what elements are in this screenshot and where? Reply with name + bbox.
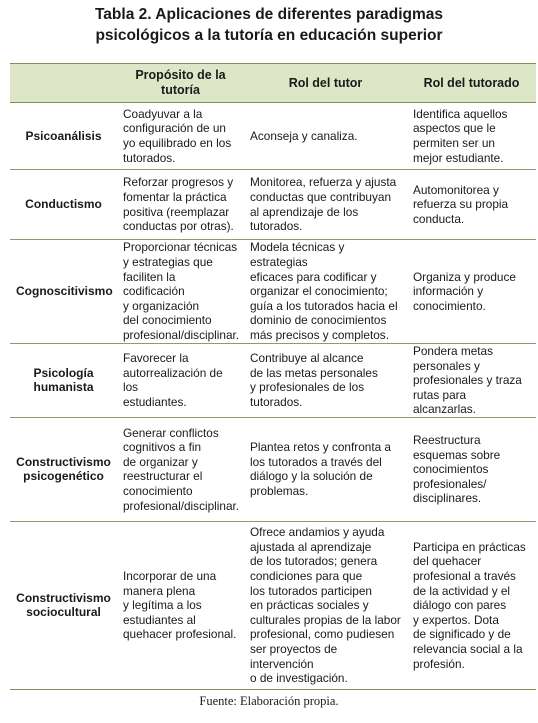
tutor-role-cell: Monitorea, refuerza y ajusta conductas que contribuyan al aprendizaje de los tutorados. xyxy=(250,175,397,234)
tutor-role-cell: Ofrece andamios y ayuda ajustada al aprendizaje de los tutorados; genera condiciones para que los tutorados participen en prácticas sociales y culturales propias de la labor profesional, como pudiesen ser proyectos de intervención o de investigación. xyxy=(250,525,401,686)
table-row xyxy=(10,103,536,170)
header-purpose: Propósito de la tutoría xyxy=(117,64,244,103)
table-row xyxy=(10,344,536,418)
table-row xyxy=(10,521,536,689)
purpose-cell: Coadyuvar a la configuración de un yo equilibrado en los tutorados. xyxy=(123,106,232,165)
tutee-role-cell: Reestructura esquemas sobre conocimientos profesionales/ disciplinares. xyxy=(413,432,501,506)
tutor-role-cell: Aconseja y canaliza. xyxy=(250,128,358,143)
tutee-role-cell: Automonitorea y refuerza su propia conducta. xyxy=(413,182,509,226)
purpose-cell: Favorecer la autorrealización de los estudiantes. xyxy=(123,351,223,410)
table-row xyxy=(10,417,536,521)
paradigm-cell: Constructivismo sociocultural xyxy=(16,590,111,620)
purpose-cell: Proporcionar técnicas y estrategias que faciliten la codificación y organización del conocimiento profesional/disciplinar. xyxy=(123,240,240,342)
table-title-line-1: Tabla 2. Aplicaciones de diferentes paradigmas xyxy=(94,6,443,23)
header-tutor-role: Rol del tutor xyxy=(244,64,407,103)
purpose-cell: Incorporar de una manera plena y legítima a los estudiantes al quehacer profesional. xyxy=(123,568,237,642)
header-paradigm xyxy=(10,64,117,103)
paradigms-table xyxy=(10,64,536,690)
table-title xyxy=(0,4,538,48)
paradigm-cell: Cognoscitivismo xyxy=(16,284,113,299)
table-row xyxy=(10,170,536,240)
paradigm-cell: Psicoanálisis xyxy=(25,128,102,143)
tutee-role-cell: Participa en prácticas del quehacer profesional a través de la actividad y el diálogo con pares y expertos. Dota de significado y de relevancia social a la profesión. xyxy=(413,539,526,671)
source-footnote: Fuente: Elaboración propia. xyxy=(199,694,339,708)
tutee-role-cell: Pondera metas personales y profesionales y traza rutas para alcanzarlas. xyxy=(413,344,522,417)
tutor-role-cell: Modela técnicas y estrategias eficaces para codificar y organizar el conocimiento; guía a los tutorados hacia el dominio de conocimientos más precisos y completos. xyxy=(250,240,398,342)
purpose-cell: Generar conflictos cognitivos a fin de organizar y reestructurar el conocimiento profesional/disciplinar. xyxy=(123,425,240,513)
table-row xyxy=(10,240,536,344)
purpose-cell: Reforzar progresos y fomentar la práctica positiva (reemplazar conductas por otras). xyxy=(123,175,234,234)
paradigm-cell: Psicología humanista xyxy=(33,365,94,395)
paradigm-cell: Constructivismo psicogenético xyxy=(16,454,111,484)
tutor-role-cell: Contribuye al alcance de las metas personales y profesionales de los tutorados. xyxy=(250,351,378,410)
tutor-role-cell: Plantea retos y confronta a los tutorados a través del diálogo y la solución de problemas. xyxy=(250,440,391,499)
table-title-line-2: psicológicos a la tutoría en educación superior xyxy=(95,27,443,44)
paradigm-cell: Conductismo xyxy=(25,197,102,212)
table-header-row xyxy=(10,64,536,103)
header-tutee-role: Rol del tutorado xyxy=(407,64,536,103)
tutee-role-cell: Organiza y produce información y conocimiento. xyxy=(413,269,516,313)
tutee-role-cell: Identifica aquellos aspectos que le permiten ser un mejor estudiante. xyxy=(413,106,508,165)
